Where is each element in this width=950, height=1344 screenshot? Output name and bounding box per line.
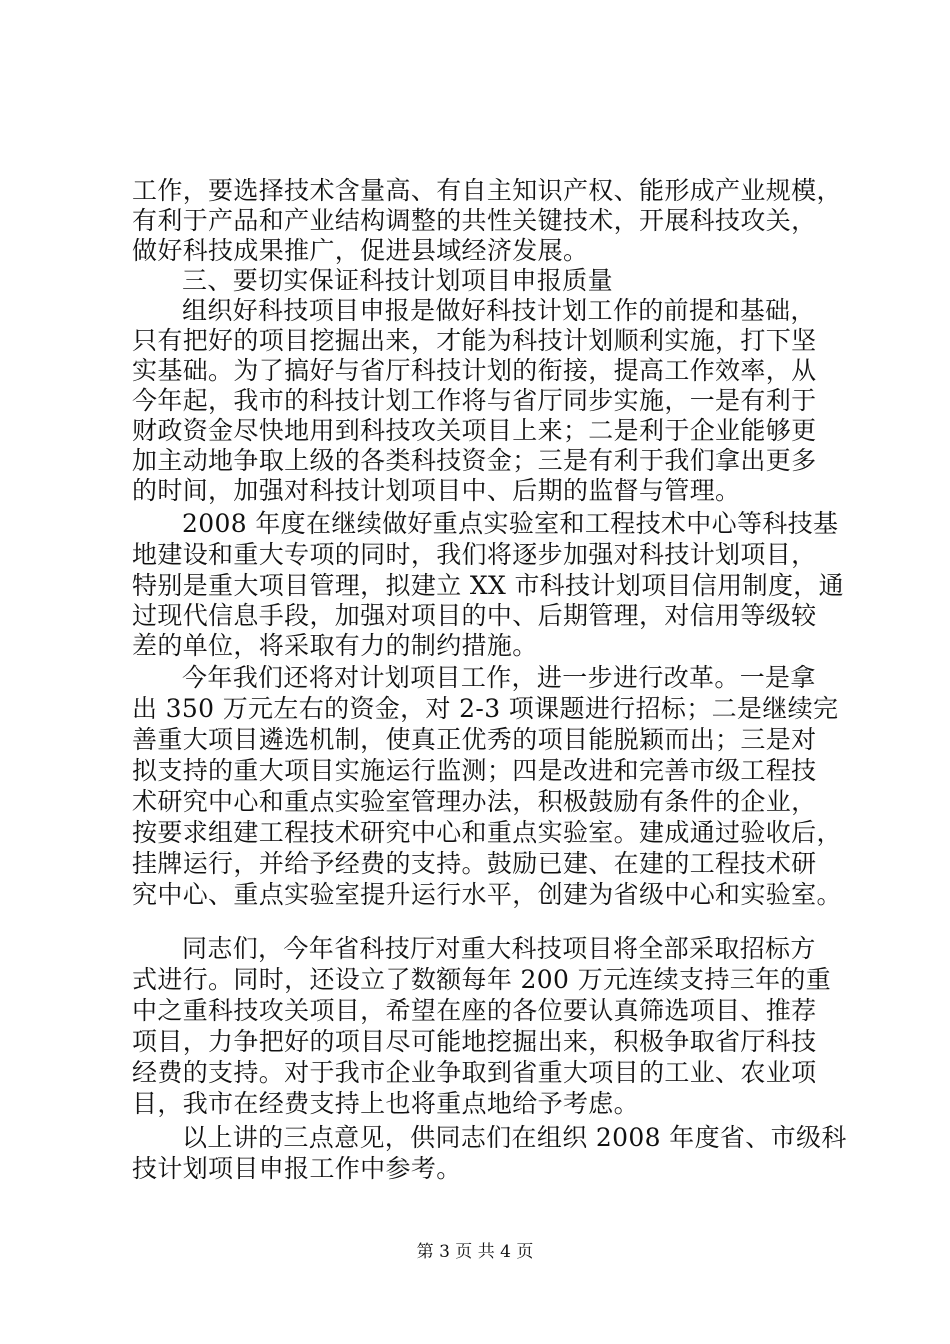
text-line: 技计划项目申报工作中参考。 [132, 1154, 462, 1183]
text-line: 地建设和重大专项的同时，我们将逐步加强对科技计划项目， [132, 540, 817, 569]
text-line: 究中心、重点实验室提升运行水平，创建为省级中心和实验室。 [132, 880, 842, 909]
text-line: 出 350 万元左右的资金，对 2-3 项课题进行招标；二是继续完 [132, 694, 839, 723]
text-line: 挂牌运行，并给予经费的支持。鼓励已建、在建的工程技术研 [132, 849, 817, 878]
text-line: 只有把好的项目挖掘出来，才能为科技计划顺利实施，打下坚 [132, 326, 817, 355]
text-line: 拟支持的重大项目实施运行监测；四是改进和完善市级工程技 [132, 756, 817, 785]
text-line: 中之重科技攻关项目，希望在座的各位要认真筛选项目、推荐 [132, 996, 817, 1025]
text-line: 项目，力争把好的项目尽可能地挖掘出来，积极争取省厅科技 [132, 1027, 817, 1056]
text-line: 组织好科技项目申报是做好科技计划工作的前提和基础， [182, 296, 816, 325]
page-footer: 第 3 页 共 4 页 [416, 1242, 534, 1262]
text-line: 做好科技成果推广，促进县域经济发展。 [132, 236, 589, 265]
text-line: 特别是重大项目管理，拟建立 XX 市科技计划项目信用制度，通 [132, 571, 844, 600]
text-line: 2008 年度在继续做好重点实验室和工程技术中心等科技基 [182, 509, 839, 538]
text-line: 有利于产品和产业结构调整的共性关键技术，开展科技攻关， [132, 206, 817, 235]
text-line: 过现代信息手段，加强对项目的中、后期管理，对信用等级较 [132, 601, 817, 630]
text-line: 同志们，今年省科技厅对重大科技项目将全部采取招标方 [182, 934, 816, 963]
section-heading: 三、要切实保证科技计划项目申报质量 [182, 266, 613, 295]
text-line: 实基础。为了搞好与省厅科技计划的衔接，提高工作效率，从 [132, 356, 817, 385]
text-line: 加主动地争取上级的各类科技资金；三是有利于我们拿出更多 [132, 446, 817, 475]
text-line: 善重大项目遴选机制，使真正优秀的项目能脱颖而出；三是对 [132, 725, 817, 754]
text-line: 以上讲的三点意见，供同志们在组织 2008 年度省、市级科 [182, 1123, 847, 1152]
text-line: 目，我市在经费支持上也将重点地给予考虑。 [132, 1089, 640, 1118]
text-line: 术研究中心和重点实验室管理办法，积极鼓励有条件的企业， [132, 787, 817, 816]
text-line: 财政资金尽快地用到科技攻关项目上来；二是利于企业能够更 [132, 416, 817, 445]
text-line: 今年我们还将对计划项目工作，进一步进行改革。一是拿 [182, 663, 816, 692]
text-line: 式进行。同时，还设立了数额每年 200 万元连续支持三年的重 [132, 965, 832, 994]
text-line: 差的单位，将采取有力的制约措施。 [132, 631, 538, 660]
text-line: 的时间，加强对科技计划项目中、后期的监督与管理。 [132, 476, 741, 505]
text-line: 按要求组建工程技术研究中心和重点实验室。建成通过验收后， [132, 818, 842, 847]
text-line: 工作，要选择技术含量高、有自主知识产权、能形成产业规模， [132, 176, 842, 205]
text-line: 经费的支持。对于我市企业争取到省重大项目的工业、农业项 [132, 1058, 817, 1087]
text-line: 今年起，我市的科技计划工作将与省厅同步实施，一是有利于 [132, 386, 817, 415]
